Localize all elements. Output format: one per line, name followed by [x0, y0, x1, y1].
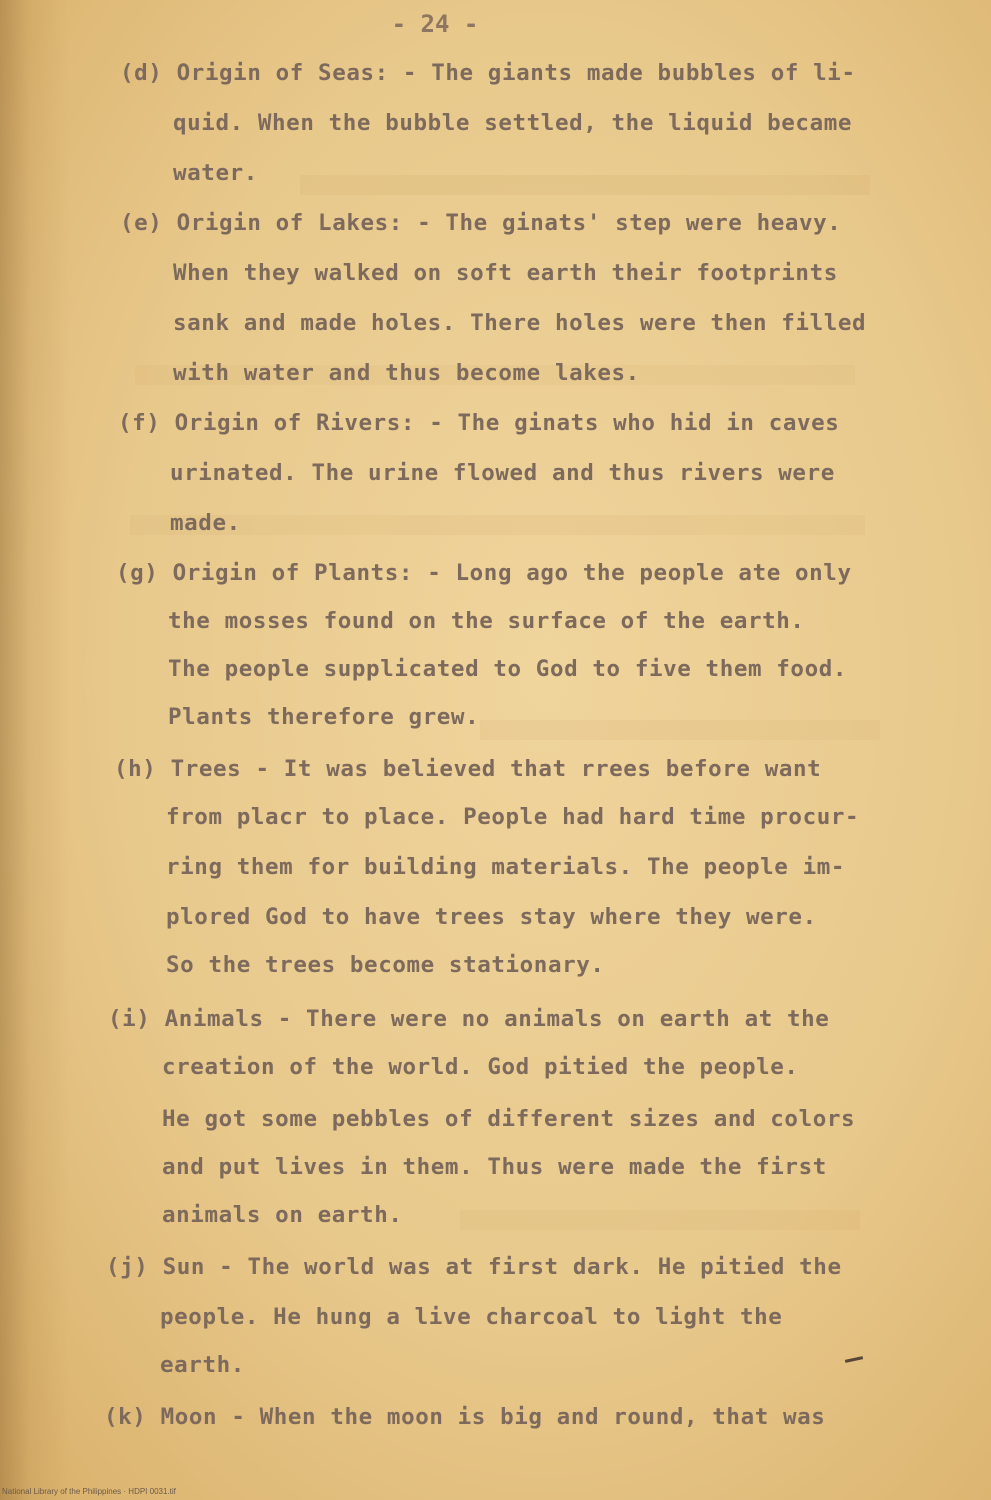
text-line: (g) Origin of Plants: - Long ago the people ate only — [116, 560, 852, 586]
text-line: (f) Origin of Rivers: - The ginats who hid in caves — [118, 410, 840, 436]
text-line: made. — [170, 510, 241, 536]
text-line: plored God to have trees stay where they were. — [166, 904, 817, 930]
text-line: earth. — [160, 1352, 245, 1378]
text-line: animals on earth. — [162, 1202, 403, 1228]
ink-mark — [845, 1356, 863, 1363]
text-line: creation of the world. God pitied the people. — [162, 1054, 799, 1080]
bleed-through — [460, 1210, 860, 1230]
text-line: from placr to place. People had hard time procur- — [166, 804, 860, 830]
bleed-through — [300, 175, 870, 195]
text-line: He got some pebbles of different sizes and colors — [162, 1106, 856, 1132]
text-line: quid. When the bubble settled, the liquid became — [173, 110, 853, 136]
scan-footer: National Library of the Philippines · HDPI 0031.tif — [2, 1487, 176, 1496]
text-line: (j) Sun - The world was at first dark. He pitied the — [106, 1254, 842, 1280]
text-line: (i) Animals - There were no animals on earth at the — [108, 1006, 830, 1032]
text-line: urinated. The urine flowed and thus rivers were — [170, 460, 835, 486]
text-line: ring them for building materials. The people im- — [166, 854, 846, 880]
text-line: (k) Moon - When the moon is big and round, that was — [104, 1404, 826, 1430]
text-line: (h) Trees - It was believed that rrees before want — [114, 756, 822, 782]
text-line: (d) Origin of Seas: - The giants made bubbles of li- — [120, 60, 856, 86]
text-line: sank and made holes. There holes were then filled — [173, 310, 867, 336]
text-line: When they walked on soft earth their footprints — [173, 260, 838, 286]
text-line: water. — [173, 160, 258, 186]
page-number: - 24 - — [391, 10, 479, 38]
text-line: with water and thus become lakes. — [173, 360, 640, 386]
text-line: The people supplicated to God to five them food. — [168, 656, 848, 682]
text-line: (e) Origin of Lakes: - The ginats' step were heavy. — [120, 210, 842, 236]
text-line: Plants therefore grew. — [168, 704, 480, 730]
bleed-through — [480, 720, 880, 740]
text-line: So the trees become stationary. — [166, 952, 605, 978]
text-line: the mosses found on the surface of the earth. — [168, 608, 805, 634]
text-line: people. He hung a live charcoal to light the — [160, 1304, 783, 1330]
text-line: and put lives in them. Thus were made the first — [162, 1154, 827, 1180]
